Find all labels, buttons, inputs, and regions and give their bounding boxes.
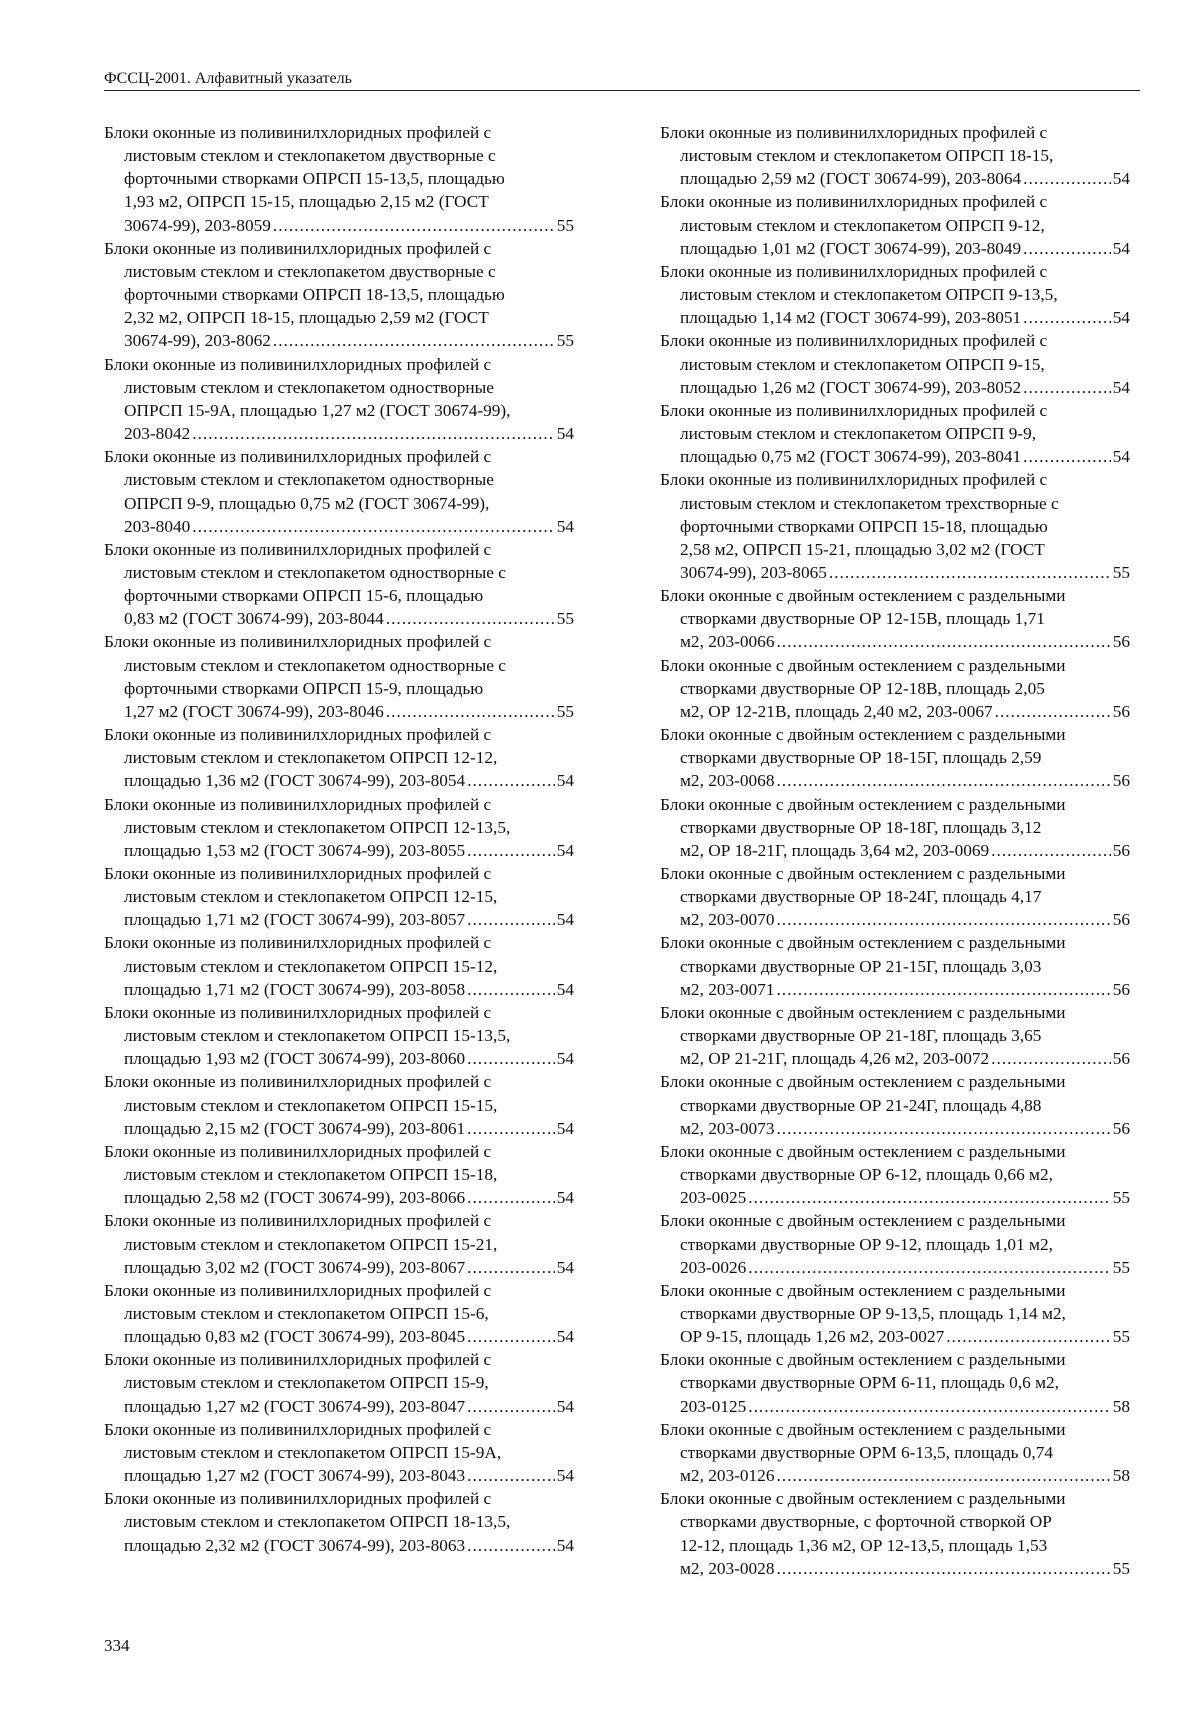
index-entry-line: ОПРСП 15-9А, площадью 1,27 м2 (ГОСТ 30674-99), bbox=[124, 400, 511, 420]
index-entry-page: 54 bbox=[556, 910, 574, 930]
index-entry-line: Блоки оконные из поливинилхлоридных профилей с bbox=[104, 1489, 492, 1509]
dot-leader bbox=[467, 1047, 555, 1070]
index-entry-line: створками двустворные ОР 21-24Г, площадь 4,88 bbox=[680, 1095, 1042, 1115]
index-entry-last-line bbox=[104, 1047, 574, 1070]
index-entry-line: Блоки оконные с двойным остеклением с раздельными bbox=[660, 655, 1066, 675]
index-entry-line: листовым стеклом и стеклопакетом ОПРСП 9-12, bbox=[680, 215, 1045, 235]
index-entry bbox=[660, 260, 1130, 329]
index-entry-page: 54 bbox=[556, 1327, 574, 1347]
index-entry-last-line bbox=[104, 214, 574, 237]
index-entry bbox=[660, 584, 1130, 653]
index-entry-reference: площадью 2,59 м2 (ГОСТ 30674-99), 203-8064 bbox=[680, 169, 1022, 189]
index-entry-reference: 203-0025 bbox=[680, 1188, 747, 1208]
dot-leader bbox=[776, 1117, 1110, 1140]
index-entry-line: Блоки оконные из поливинилхлоридных профилей с bbox=[104, 864, 492, 883]
index-column-left bbox=[104, 121, 574, 1557]
index-entry-line: створками двустворные ОР 21-18Г, площадь 3,65 bbox=[680, 1026, 1042, 1046]
dot-leader bbox=[467, 839, 555, 862]
dot-leader bbox=[776, 1557, 1110, 1580]
index-entry-reference: м2, ОР 12-21В, площадь 2,40 м2, 203-0067 bbox=[680, 701, 993, 721]
index-entry-page: 54 bbox=[556, 979, 574, 999]
index-entry-page: 55 bbox=[556, 331, 574, 351]
index-entry bbox=[660, 1209, 1130, 1278]
index-entry-reference: м2, 203-0070 bbox=[680, 910, 775, 930]
index-entry-page: 58 bbox=[1112, 1466, 1130, 1486]
index-entry-reference: 30674-99), 203-8062 bbox=[124, 331, 271, 351]
index-entry-page: 54 bbox=[556, 1049, 574, 1069]
index-entry-line: Блоки оконные с двойным остеклением с раздельными bbox=[660, 1419, 1066, 1439]
index-entry-line: 2,58 м2, ОПРСП 15-21, площадью 3,02 м2 (ГОСТ bbox=[680, 539, 1045, 559]
index-entry-last-line bbox=[104, 1534, 574, 1557]
index-entry-line: Блоки оконные из поливинилхлоридных профилей с bbox=[104, 539, 492, 559]
index-entry-reference: площадью 1,27 м2 (ГОСТ 30674-99), 203-8047 bbox=[124, 1396, 466, 1416]
index-entry-last-line bbox=[104, 607, 574, 630]
index-entry-line: створками двустворные ОР 9-13,5, площадь 1,14 м2, bbox=[680, 1303, 1066, 1323]
index-entry-page: 56 bbox=[1112, 910, 1130, 930]
index-entry-page: 54 bbox=[556, 516, 574, 536]
index-entry-page: 55 bbox=[556, 701, 574, 721]
index-entry-line: листовым стеклом и стеклопакетом ОПРСП 15-15, bbox=[124, 1095, 498, 1115]
index-entry-reference: м2, 203-0073 bbox=[680, 1118, 775, 1138]
index-entry-last-line bbox=[104, 769, 574, 792]
index-entry-line: листовым стеклом и стеклопакетом двустворные с bbox=[124, 146, 496, 166]
index-entry-line: Блоки оконные с двойным остеклением с раздельными bbox=[660, 1002, 1066, 1022]
index-entry-last-line bbox=[104, 515, 574, 538]
dot-leader bbox=[748, 1186, 1110, 1209]
index-entry-line: Блоки оконные из поливинилхлоридных профилей с bbox=[660, 470, 1048, 490]
index-entry-line: листовым стеклом и стеклопакетом ОПРСП 15-13,5, bbox=[124, 1026, 511, 1046]
index-entry-reference: м2, 203-0066 bbox=[680, 632, 775, 652]
dot-leader bbox=[991, 839, 1111, 862]
index-entry-page: 56 bbox=[1112, 979, 1130, 999]
index-entry-page: 56 bbox=[1112, 771, 1130, 791]
index-entry bbox=[104, 121, 574, 237]
index-entry-reference: площадью 1,36 м2 (ГОСТ 30674-99), 203-8054 bbox=[124, 771, 466, 791]
index-entry bbox=[660, 1070, 1130, 1139]
index-entry-line: листовым стеклом и стеклопакетом ОПРСП 12-12, bbox=[124, 748, 498, 768]
index-entry-line: листовым стеклом и стеклопакетом ОПРСП 18-15, bbox=[680, 146, 1054, 166]
index-entry bbox=[660, 329, 1130, 398]
index-entry bbox=[104, 1140, 574, 1209]
dot-leader bbox=[1023, 376, 1111, 399]
dot-leader bbox=[748, 1395, 1110, 1418]
index-entry-last-line bbox=[660, 1557, 1130, 1580]
index-entry-line: Блоки оконные из поливинилхлоридных профилей с bbox=[660, 331, 1048, 351]
index-entry-last-line bbox=[660, 306, 1130, 329]
index-entry-last-line bbox=[104, 978, 574, 1001]
index-entry bbox=[104, 353, 574, 446]
index-entry-line: листовым стеклом и стеклопакетом ОПРСП 12-15, bbox=[124, 887, 498, 907]
index-entry-reference: площадью 3,02 м2 (ГОСТ 30674-99), 203-8067 bbox=[124, 1257, 466, 1277]
dot-leader bbox=[192, 515, 554, 538]
index-entry-reference: м2, ОР 21-21Г, площадь 4,26 м2, 203-0072 bbox=[680, 1049, 990, 1069]
index-entry-last-line bbox=[660, 1256, 1130, 1279]
index-entry-last-line bbox=[660, 1325, 1130, 1348]
index-entry bbox=[660, 1487, 1130, 1580]
dot-leader bbox=[386, 700, 555, 723]
index-entry-page: 55 bbox=[1112, 1188, 1130, 1208]
index-entry bbox=[104, 793, 574, 862]
index-entry-line: листовым стеклом и стеклопакетом одностворные с bbox=[124, 562, 506, 582]
index-entry-line: Блоки оконные из поливинилхлоридных профилей с bbox=[104, 933, 492, 953]
index-entry-line: Блоки оконные из поливинилхлоридных профилей с bbox=[660, 400, 1048, 420]
index-entry-line: Блоки оконные из поливинилхлоридных профилей с bbox=[104, 447, 492, 467]
index-entry-line: створками двустворные ОР 18-15Г, площадь 2,59 bbox=[680, 748, 1042, 768]
index-entry-line: створками двустворные ОР 12-18В, площадь 2,05 bbox=[680, 678, 1045, 698]
index-entry-reference: м2, 203-0068 bbox=[680, 771, 775, 791]
index-entry-reference: м2, ОР 18-21Г, площадь 3,64 м2, 203-0069 bbox=[680, 840, 990, 860]
index-entry-line: Блоки оконные с двойным остеклением с раздельными bbox=[660, 1211, 1066, 1231]
index-entry-line: Блоки оконные из поливинилхлоридных профилей с bbox=[104, 354, 492, 374]
index-entry-line: Блоки оконные с двойным остеклением с раздельными bbox=[660, 1072, 1066, 1092]
page-header bbox=[104, 70, 1140, 91]
index-entry bbox=[104, 1279, 574, 1348]
index-entry bbox=[660, 654, 1130, 723]
index-entry-line: форточными створками ОПРСП 15-18, площадью bbox=[680, 516, 1048, 536]
dot-leader bbox=[467, 769, 555, 792]
index-entry-last-line bbox=[104, 1395, 574, 1418]
index-entry-page: 54 bbox=[556, 840, 574, 860]
dot-leader bbox=[748, 1256, 1110, 1279]
index-entry bbox=[104, 862, 574, 931]
index-column-right bbox=[660, 121, 1130, 1580]
index-entry-reference: площадью 0,75 м2 (ГОСТ 30674-99), 203-8041 bbox=[680, 447, 1022, 467]
index-entry-line: Блоки оконные из поливинилхлоридных профилей с bbox=[104, 1419, 492, 1439]
dot-leader bbox=[467, 978, 555, 1001]
index-entry bbox=[660, 1418, 1130, 1487]
dot-leader bbox=[467, 1256, 555, 1279]
index-entry-page: 55 bbox=[1112, 562, 1130, 582]
index-entry-line: Блоки оконные из поливинилхлоридных профилей с bbox=[104, 1141, 492, 1161]
dot-leader bbox=[776, 1464, 1110, 1487]
index-entry-last-line bbox=[660, 237, 1130, 260]
index-entry-line: Блоки оконные с двойным остеклением с раздельными bbox=[660, 586, 1066, 606]
index-entry-line: листовым стеклом и стеклопакетом ОПРСП 15-21, bbox=[124, 1234, 498, 1254]
index-entry-last-line bbox=[660, 630, 1130, 653]
index-entry-page: 54 bbox=[1112, 377, 1130, 397]
index-entry-line: Блоки оконные с двойным остеклением с раздельными bbox=[660, 1350, 1066, 1370]
dot-leader bbox=[386, 607, 555, 630]
dot-leader bbox=[467, 1464, 555, 1487]
index-entry-reference: площадью 1,53 м2 (ГОСТ 30674-99), 203-8055 bbox=[124, 840, 466, 860]
dot-leader bbox=[776, 630, 1110, 653]
index-entry-line: 1,93 м2, ОПРСП 15-15, площадью 2,15 м2 (ГОСТ bbox=[124, 192, 489, 212]
index-entry-page: 54 bbox=[1112, 169, 1130, 189]
index-entry bbox=[104, 1348, 574, 1417]
dot-leader bbox=[1023, 445, 1111, 468]
dot-leader bbox=[1023, 167, 1111, 190]
dot-leader bbox=[991, 1047, 1111, 1070]
index-entry bbox=[660, 862, 1130, 931]
index-entry-line: Блоки оконные из поливинилхлоридных профилей с bbox=[104, 1280, 492, 1300]
index-entry-last-line bbox=[660, 908, 1130, 931]
dot-leader bbox=[467, 908, 555, 931]
index-entry-last-line bbox=[660, 1047, 1130, 1070]
index-entry-reference: площадью 1,26 м2 (ГОСТ 30674-99), 203-8052 bbox=[680, 377, 1022, 397]
index-entry-line: листовым стеклом и стеклопакетом ОПРСП 15-6, bbox=[124, 1303, 489, 1323]
index-entry bbox=[104, 237, 574, 353]
dot-leader bbox=[273, 214, 555, 237]
dot-leader bbox=[467, 1534, 555, 1557]
index-entry-reference: площадью 2,15 м2 (ГОСТ 30674-99), 203-8061 bbox=[124, 1118, 466, 1138]
index-entry-line: створками двустворные ОР 9-12, площадь 1,01 м2, bbox=[680, 1234, 1053, 1254]
index-entry-page: 54 bbox=[556, 424, 574, 444]
index-entry-page: 55 bbox=[1112, 1327, 1130, 1347]
index-entry-reference: площадью 1,14 м2 (ГОСТ 30674-99), 203-8051 bbox=[680, 308, 1022, 328]
index-entry-line: створками двустворные ОР 18-24Г, площадь 4,17 bbox=[680, 887, 1042, 907]
index-entry-last-line bbox=[660, 1464, 1130, 1487]
index-entry-last-line bbox=[660, 839, 1130, 862]
dot-leader bbox=[995, 700, 1111, 723]
index-entry-reference: 203-0125 bbox=[680, 1396, 747, 1416]
index-entry bbox=[660, 399, 1130, 468]
dot-leader bbox=[776, 908, 1110, 931]
index-entry-line: створками двустворные ОР 12-15В, площадь 1,71 bbox=[680, 609, 1045, 629]
index-entry-reference: площадью 2,58 м2 (ГОСТ 30674-99), 203-8066 bbox=[124, 1188, 466, 1208]
index-entry-line: листовым стеклом и стеклопакетом одностворные bbox=[124, 377, 494, 397]
dot-leader bbox=[467, 1117, 555, 1140]
index-entry-last-line bbox=[660, 1186, 1130, 1209]
index-entry-last-line bbox=[104, 1256, 574, 1279]
index-entry bbox=[660, 1001, 1130, 1070]
index-entry-last-line bbox=[660, 769, 1130, 792]
index-entry-line: листовым стеклом и стеклопакетом двустворные с bbox=[124, 261, 496, 281]
index-entry bbox=[104, 538, 574, 631]
index-entry-line: листовым стеклом и стеклопакетом ОПРСП 15-12, bbox=[124, 956, 498, 976]
index-entry-page: 56 bbox=[1112, 1118, 1130, 1138]
index-entry-line: форточными створками ОПРСП 15-6, площадью bbox=[124, 586, 484, 606]
index-entry bbox=[660, 793, 1130, 862]
index-entry bbox=[104, 723, 574, 792]
index-entry-line: Блоки оконные с двойным остеклением с раздельными bbox=[660, 725, 1066, 745]
index-entry-line: Блоки оконные из поливинилхлоридных профилей с bbox=[104, 1350, 492, 1370]
index-entry-line: Блоки оконные из поливинилхлоридных профилей с bbox=[104, 1211, 492, 1231]
index-entry-line: Блоки оконные с двойным остеклением с раздельными bbox=[660, 1489, 1066, 1509]
index-entry bbox=[660, 723, 1130, 792]
index-entry-last-line bbox=[104, 422, 574, 445]
index-entry-page: 55 bbox=[556, 609, 574, 629]
index-entry-last-line bbox=[104, 1186, 574, 1209]
index-entry-line: листовым стеклом и стеклопакетом ОПРСП 9-15, bbox=[680, 354, 1045, 374]
index-entry-reference: м2, 203-0071 bbox=[680, 979, 775, 999]
index-entry-line: створками двустворные ОРМ 6-11, площадь 0,6 м2, bbox=[680, 1373, 1060, 1393]
index-entry-last-line bbox=[104, 1325, 574, 1348]
index-entry-line: Блоки оконные из поливинилхлоридных профилей с bbox=[660, 123, 1048, 142]
index-entry bbox=[104, 1487, 574, 1556]
index-entry-page: 58 bbox=[1112, 1396, 1130, 1416]
dot-leader bbox=[946, 1325, 1110, 1348]
index-entry-reference: площадью 1,27 м2 (ГОСТ 30674-99), 203-8043 bbox=[124, 1466, 466, 1486]
index-entry-line: листовым стеклом и стеклопакетом ОПРСП 9-9, bbox=[680, 424, 1037, 444]
index-entry bbox=[660, 190, 1130, 259]
index-entry-last-line bbox=[660, 1395, 1130, 1418]
index-entry-reference: 30674-99), 203-8059 bbox=[124, 215, 271, 235]
index-entry-line: Блоки оконные из поливинилхлоридных профилей с bbox=[104, 123, 492, 142]
index-entry-line: листовым стеклом и стеклопакетом ОПРСП 18-13,5, bbox=[124, 1512, 511, 1532]
index-entry bbox=[104, 445, 574, 538]
index-entry-page: 56 bbox=[1112, 1049, 1130, 1069]
index-entry-last-line bbox=[104, 329, 574, 352]
index-entry-line: Блоки оконные с двойным остеклением с раздельными bbox=[660, 794, 1066, 814]
index-entry-line: створками двустворные ОР 18-18Г, площадь 3,12 bbox=[680, 817, 1042, 837]
dot-leader bbox=[467, 1395, 555, 1418]
index-entry-page: 55 bbox=[556, 215, 574, 235]
index-entry-last-line bbox=[660, 1117, 1130, 1140]
index-entry bbox=[660, 468, 1130, 584]
index-entry-reference: площадью 2,32 м2 (ГОСТ 30674-99), 203-8063 bbox=[124, 1535, 466, 1555]
index-entry bbox=[660, 1140, 1130, 1209]
index-entry-page: 54 bbox=[556, 1396, 574, 1416]
index-entry-page: 54 bbox=[556, 1118, 574, 1138]
index-entry-page: 54 bbox=[556, 1188, 574, 1208]
index-entry-line: форточными створками ОПРСП 15-9, площадью bbox=[124, 678, 484, 698]
index-entry-line: форточными створками ОПРСП 15-13,5, площадью bbox=[124, 169, 505, 189]
index-entry-reference: площадью 1,71 м2 (ГОСТ 30674-99), 203-8057 bbox=[124, 910, 466, 930]
index-entry-line: Блоки оконные с двойным остеклением с раздельными bbox=[660, 864, 1066, 883]
index-entry-last-line bbox=[104, 700, 574, 723]
index-entry-page: 54 bbox=[556, 771, 574, 791]
index-entry-last-line bbox=[660, 167, 1130, 190]
index-entry-line: листовым стеклом и стеклопакетом ОПРСП 15-18, bbox=[124, 1165, 498, 1185]
index-entry-line: 12-12, площадь 1,36 м2, ОР 12-13,5, площадь 1,53 bbox=[680, 1535, 1048, 1555]
index-entry-line: листовым стеклом и стеклопакетом одностворные с bbox=[124, 655, 506, 675]
index-entry-line: 2,32 м2, ОПРСП 18-15, площадью 2,59 м2 (ГОСТ bbox=[124, 308, 489, 328]
index-entry bbox=[104, 1001, 574, 1070]
index-entry bbox=[660, 931, 1130, 1000]
index-entry-page: 55 bbox=[1112, 1257, 1130, 1277]
index-entry-line: Блоки оконные с двойным остеклением с раздельными bbox=[660, 1141, 1066, 1161]
index-entry-page: 54 bbox=[556, 1257, 574, 1277]
index-entry-page: 56 bbox=[1112, 840, 1130, 860]
index-entry-line: Блоки оконные из поливинилхлоридных профилей с bbox=[104, 1002, 492, 1022]
index-entry-page: 54 bbox=[1112, 447, 1130, 467]
index-entry-last-line bbox=[104, 1117, 574, 1140]
index-entry-line: створками двустворные ОР 21-15Г, площадь 3,03 bbox=[680, 956, 1042, 976]
dot-leader bbox=[467, 1325, 555, 1348]
index-entry-reference: площадью 0,83 м2 (ГОСТ 30674-99), 203-8045 bbox=[124, 1327, 466, 1347]
index-entry bbox=[104, 1209, 574, 1278]
index-entry-reference: 203-0026 bbox=[680, 1257, 747, 1277]
dot-leader bbox=[1023, 306, 1111, 329]
index-entry-line: листовым стеклом и стеклопакетом ОПРСП 12-13,5, bbox=[124, 817, 511, 837]
dot-leader bbox=[776, 978, 1110, 1001]
index-entry-reference: м2, 203-0028 bbox=[680, 1558, 775, 1578]
index-entry-reference: площадью 1,01 м2 (ГОСТ 30674-99), 203-8049 bbox=[680, 238, 1022, 258]
index-entry-line: листовым стеклом и стеклопакетом одностворные bbox=[124, 470, 494, 490]
index-entry-page: 55 bbox=[1112, 1558, 1130, 1578]
dot-leader bbox=[192, 422, 554, 445]
dot-leader bbox=[467, 1186, 555, 1209]
index-entry-reference: м2, 203-0126 bbox=[680, 1466, 775, 1486]
index-entry-page: 54 bbox=[1112, 238, 1130, 258]
index-entry-line: Блоки оконные из поливинилхлоридных профилей с bbox=[104, 632, 492, 652]
index-entry-line: Блоки оконные из поливинилхлоридных профилей с bbox=[104, 725, 492, 745]
page-number: 334 bbox=[104, 1636, 130, 1655]
index-entry-last-line bbox=[660, 978, 1130, 1001]
index-entry bbox=[104, 630, 574, 723]
index-entry bbox=[660, 1348, 1130, 1417]
index-entry-reference: площадью 1,93 м2 (ГОСТ 30674-99), 203-8060 bbox=[124, 1049, 466, 1069]
index-entry-line: Блоки оконные из поливинилхлоридных профилей с bbox=[660, 261, 1048, 281]
dot-leader bbox=[776, 769, 1110, 792]
index-entry bbox=[660, 121, 1130, 190]
index-entry-reference: 203-8042 bbox=[124, 424, 191, 444]
index-entry-last-line bbox=[660, 700, 1130, 723]
index-entry-line: Блоки оконные из поливинилхлоридных профилей с bbox=[104, 1072, 492, 1092]
index-entry-last-line bbox=[660, 445, 1130, 468]
index-entry-last-line bbox=[104, 1464, 574, 1487]
index-entry-page: 54 bbox=[556, 1535, 574, 1555]
index-entry-page: 54 bbox=[1112, 308, 1130, 328]
index-entry-last-line bbox=[660, 376, 1130, 399]
index-entry-line: форточными створками ОПРСП 18-13,5, площадью bbox=[124, 285, 505, 305]
index-entry-reference: 30674-99), 203-8065 bbox=[680, 562, 827, 582]
index-entry bbox=[660, 1279, 1130, 1348]
index-entry-last-line bbox=[660, 561, 1130, 584]
index-entry-line: Блоки оконные с двойным остеклением с раздельными bbox=[660, 1280, 1066, 1300]
dot-leader bbox=[829, 561, 1111, 584]
index-entry-reference: ОР 9-15, площадь 1,26 м2, 203-0027 bbox=[680, 1327, 945, 1347]
index-entry-last-line bbox=[104, 908, 574, 931]
index-entry-line: Блоки оконные из поливинилхлоридных профилей с bbox=[104, 794, 492, 814]
index-entry-reference: площадью 1,71 м2 (ГОСТ 30674-99), 203-8058 bbox=[124, 979, 466, 999]
index-entry-last-line bbox=[104, 839, 574, 862]
index-entry-page: 56 bbox=[1112, 632, 1130, 652]
index-entry-page: 54 bbox=[556, 1466, 574, 1486]
index-entry-line: створками двустворные ОР 6-12, площадь 0,66 м2, bbox=[680, 1165, 1053, 1185]
index-entry-line: листовым стеклом и стеклопакетом ОПРСП 9-13,5, bbox=[680, 285, 1058, 305]
index-entry-line: створками двустворные ОРМ 6-13,5, площадь 0,74 bbox=[680, 1442, 1054, 1462]
index-entry-line: листовым стеклом и стеклопакетом ОПРСП 15-9, bbox=[124, 1373, 489, 1393]
index-entry-reference: 0,83 м2 (ГОСТ 30674-99), 203-8044 bbox=[124, 609, 384, 629]
index-entry-line: Блоки оконные с двойным остеклением с раздельными bbox=[660, 933, 1066, 953]
index-entry-line: Блоки оконные из поливинилхлоридных профилей с bbox=[660, 192, 1048, 212]
index-entry bbox=[104, 931, 574, 1000]
dot-leader bbox=[273, 329, 555, 352]
index-entry-reference: 1,27 м2 (ГОСТ 30674-99), 203-8046 bbox=[124, 701, 384, 721]
index-entry-page: 56 bbox=[1112, 701, 1130, 721]
dot-leader bbox=[1023, 237, 1111, 260]
index-entry-line: створками двустворные, с форточной створкой ОР bbox=[680, 1512, 1052, 1532]
index-entry-line: ОПРСП 9-9, площадью 0,75 м2 (ГОСТ 30674-99), bbox=[124, 493, 490, 513]
index-entry-line: листовым стеклом и стеклопакетом ОПРСП 15-9А, bbox=[124, 1442, 502, 1462]
index-entry bbox=[104, 1418, 574, 1487]
index-entry-line: Блоки оконные из поливинилхлоридных профилей с bbox=[104, 238, 492, 258]
index-entry-line: листовым стеклом и стеклопакетом трехстворные с bbox=[680, 493, 1059, 513]
page-title: ФССЦ-2001. Алфавитный указатель bbox=[104, 70, 352, 87]
index-entry-reference: 203-8040 bbox=[124, 516, 191, 536]
index-entry bbox=[104, 1070, 574, 1139]
